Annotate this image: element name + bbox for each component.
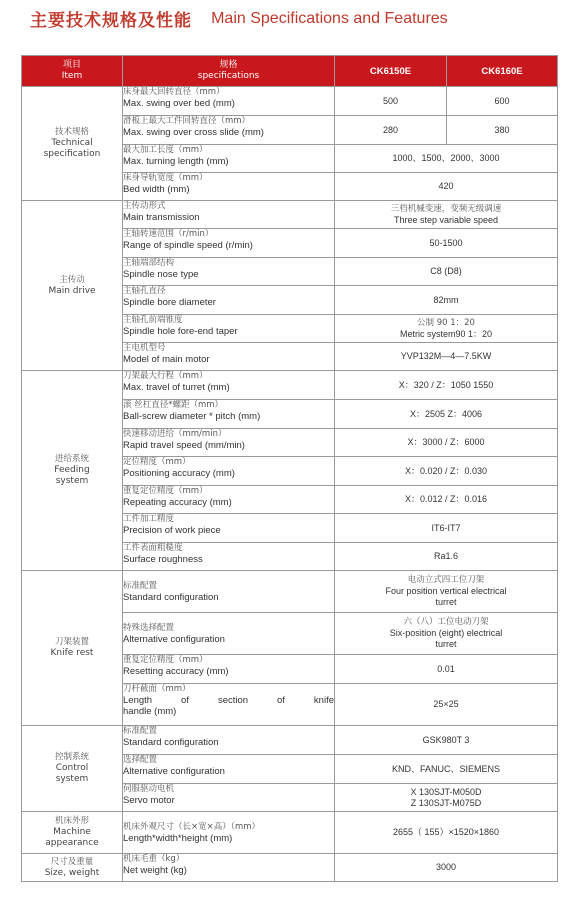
spec-label-en: Main transmission [123,212,200,223]
group-feeding-system [22,371,123,571]
spec-label-cn: 刀杆截面（mm） [123,684,191,694]
header-item-cn: 项目 [62,60,81,70]
spec-label-cn: 特殊选择配置 [123,622,175,633]
spec-spindle-speed-range [123,229,335,258]
group-label-cn: 技术规格 [54,127,89,137]
spec-label-en: Length of section of knife [123,695,334,706]
spec-label-en: Rapid travel speed (mm/min) [123,440,245,451]
spec-label-en: Spindle bore diameter [123,297,216,308]
spec-main-transmission [123,201,335,229]
title-english: Main Specifications and Features [211,9,448,27]
table-row [22,812,558,854]
spec-label-en: Resetting accuracy (mm) [123,666,229,677]
spec-label-en: Net weight (kg) [123,865,187,876]
spec-label-en: Max. swing over bed (mm) [123,98,235,109]
group-label-en: appearance [45,838,99,848]
spec-control-standard-configuration [123,726,335,755]
spec-max-travel-turret [123,371,335,400]
header-specifications [123,56,335,87]
group-label-en: Technical [51,138,93,148]
header-model-ck6150e: CK6150E [335,56,447,87]
spec-net-weight [123,854,335,882]
value-shared: 82mm [335,286,558,315]
spec-label-cn: 快速移动进给（mm/min） [123,429,227,439]
header-item [22,56,123,87]
spec-label-en: Range of spindle speed (r/min) [123,240,253,251]
value-shared: X：3000 / Z：6000 [335,429,558,457]
spec-positioning-accuracy [123,457,335,486]
value-cn: 电动立式四工位刀架 [407,575,485,585]
spec-label-cn: 主电机型号 [123,343,166,353]
value-shared [335,201,558,229]
group-label-en: Feeding [54,465,90,475]
spec-label-cn: 主轴端部结构 [123,258,175,268]
value-z-axis: Z 130SJT-M075D [410,797,482,808]
group-main-drive [22,201,123,371]
spec-label-cn: 机床外观尺寸（长×宽×高）（mm） [123,821,261,832]
value-shared: 50-1500 [335,229,558,258]
value-cn: 六（八）工位电动刀架 [403,617,489,627]
value-en: turret [435,597,457,607]
spec-label-cn: 滚 丝杠直径*螺距（mm） [123,400,224,410]
group-label-en: system [55,774,89,784]
spec-dimensions [123,812,335,854]
group-label-en: specification [43,149,101,159]
spec-label-en: Length*width*height (mm) [123,832,233,844]
value-ck6150e: 280 [335,116,447,145]
spec-knife-alternative-configuration [123,613,335,655]
spec-label-en: Surface roughness [123,554,203,565]
value-x-axis: X 130SJT-M050D [410,786,482,797]
spec-max-turning-length [123,145,335,173]
table-header-row [22,56,558,87]
specifications-table [21,55,558,882]
value-shared: 3000 [335,854,558,882]
value-ck6150e: 500 [335,87,447,116]
table-row [22,854,558,882]
header-spec-cn: 规格 [219,60,238,70]
header-model-ck6160e: CK6160E [447,56,558,87]
group-label-cn: 机床外形 [54,816,89,826]
spec-label-cn: 主传动形式 [123,201,166,211]
value-shared: C8 (D8) [335,258,558,286]
spec-label-en: Model of main motor [123,354,210,365]
spec-label-cn: 滑板上最大工件回转直径（mm） [123,116,251,126]
spec-label-cn: 重复定位精度（mm） [123,655,208,665]
spec-spindle-hole-taper [123,315,335,343]
value-shared: X：320 / Z：1050 1550 [335,371,558,400]
spec-label-cn: 标准配置 [123,580,158,591]
spec-label-cn: 主轴转速范围（r/min） [123,229,214,239]
spec-label-cn: 选择配置 [123,755,158,765]
group-label-en: Machine [53,827,91,837]
title-chinese: 主要技术规格及性能 [30,11,192,31]
value-ck6160e: 380 [447,116,558,145]
value-shared: IT6-IT7 [335,514,558,543]
group-technical-specification [22,87,123,201]
value-shared: X：0.020 / Z：0.030 [335,457,558,486]
group-knife-rest [22,571,123,726]
value-shared: GSK980T 3 [335,726,558,755]
value-shared: X：2505 Z：4006 [335,400,558,429]
spec-label-cn: 刀架最大行程（mm） [123,371,208,381]
value-shared: 420 [335,173,558,201]
group-label-en: Main drive [48,285,96,296]
spec-label-cn: 床身最大回转直径（mm） [123,87,225,97]
group-label-cn: 尺寸及重量 [50,856,94,867]
spec-label-en: Standard configuration [123,737,219,748]
spec-label-cn: 定位精度（mm） [123,457,191,467]
value-shared [335,571,558,613]
spec-surface-roughness [123,543,335,571]
spec-knife-handle-section [123,684,335,726]
spec-label-en: Ball-screw diameter * pitch (mm) [123,411,261,422]
spec-max-swing-over-cross-slide [123,116,335,145]
spec-label-cn: 标准配置 [123,726,158,736]
table-row [22,201,558,229]
value-shared: KND、FANUC、SIEMENS [335,755,558,784]
value-shared: 1000、1500、2000、3000 [335,145,558,173]
value-shared: 0.01 [335,655,558,684]
value-en: turret [435,639,457,649]
spec-label-en: Positioning accuracy (mm) [123,468,235,479]
value-shared: X：0.012 / Z：0.016 [335,486,558,514]
group-label-en: Size, weight [44,867,100,878]
spec-label-cn: 床身导轨宽度（mm） [123,173,208,183]
spec-spindle-nose-type [123,258,335,286]
value-en: Three step variable speed [393,214,499,225]
header-item-en: Item [61,71,83,81]
spec-repeating-accuracy [123,486,335,514]
value-shared [335,784,558,812]
spec-ball-screw [123,400,335,429]
spec-label-cn: 最大加工长度（mm） [123,145,208,155]
header-spec-en: specifications [197,71,260,81]
spec-label-cn: 工件表面粗糙度 [123,543,183,553]
spec-label-cn: 重复定位精度（mm） [123,486,208,496]
spec-resetting-accuracy [123,655,335,684]
value-shared: 25×25 [335,684,558,726]
group-size-weight [22,854,123,882]
table-row [22,571,558,613]
spec-label-en: Alternative configuration [123,766,225,777]
group-label-en: Knife rest [50,648,94,658]
spec-label-cn: 伺服驱动电机 [123,784,175,794]
table-row [22,87,558,116]
value-shared: 2655（ 155）×1520×1860 [335,812,558,854]
value-cn: 公制 90 1：20 [417,317,475,328]
spec-label-cn: 主轴孔前端锥度 [123,315,183,325]
table-row [22,726,558,755]
value-shared [335,613,558,655]
spec-max-swing-over-bed [123,87,335,116]
group-label-cn: 刀架装置 [54,637,89,647]
value-en: Metric system90 1：20 [399,328,493,339]
spec-main-motor [123,343,335,371]
spec-label-cn: 主轴孔直径 [123,286,166,296]
spec-label-en: Max. turning length (mm) [123,156,229,167]
spec-label-en: handle (mm) [123,706,177,717]
spec-control-alternative-configuration [123,755,335,784]
value-cn: 三档机械变速，变频无级调速 [390,203,502,214]
spec-label-cn: 工件加工精度 [123,514,175,524]
group-label-en: Control [55,763,89,773]
spec-spindle-bore-diameter [123,286,335,315]
spec-label-cn: 机床毛重（kg） [123,854,185,864]
group-label-en: system [55,476,89,486]
value-shared: Ra1.6 [335,543,558,571]
value-en: Six-position (eight) electrical [389,628,503,638]
spec-rapid-travel-speed [123,429,335,457]
page-title [30,6,448,30]
spec-label-en: Bed width (mm) [123,184,190,195]
spec-label-en: Repeating accuracy (mm) [123,497,232,508]
value-en: Four position vertical electrical [385,586,507,596]
value-shared [335,315,558,343]
spec-label-en: Alternative configuration [123,633,225,645]
value-shared: YVP132M—4—7.5KW [335,343,558,371]
group-machine-appearance [22,812,123,854]
spec-label-en: Max. swing over cross slide (mm) [123,127,264,138]
group-label-cn: 进给系统 [54,454,89,464]
spec-servo-motor [123,784,335,812]
group-label-cn: 主传动 [59,274,85,285]
spec-label-en: Spindle nose type [123,269,199,280]
spec-label-en: Precision of work piece [123,525,221,536]
table-row [22,371,558,400]
spec-label-en: Standard configuration [123,591,219,603]
spec-bed-width [123,173,335,201]
spec-knife-standard-configuration [123,571,335,613]
spec-label-en: Servo motor [123,795,175,806]
spec-precision-work-piece [123,514,335,543]
spec-label-en: Spindle hole fore-end taper [123,326,238,337]
group-control-system [22,726,123,812]
value-ck6160e: 600 [447,87,558,116]
group-label-cn: 控制系统 [54,752,89,762]
spec-label-en: Max. travel of turret (mm) [123,382,230,393]
